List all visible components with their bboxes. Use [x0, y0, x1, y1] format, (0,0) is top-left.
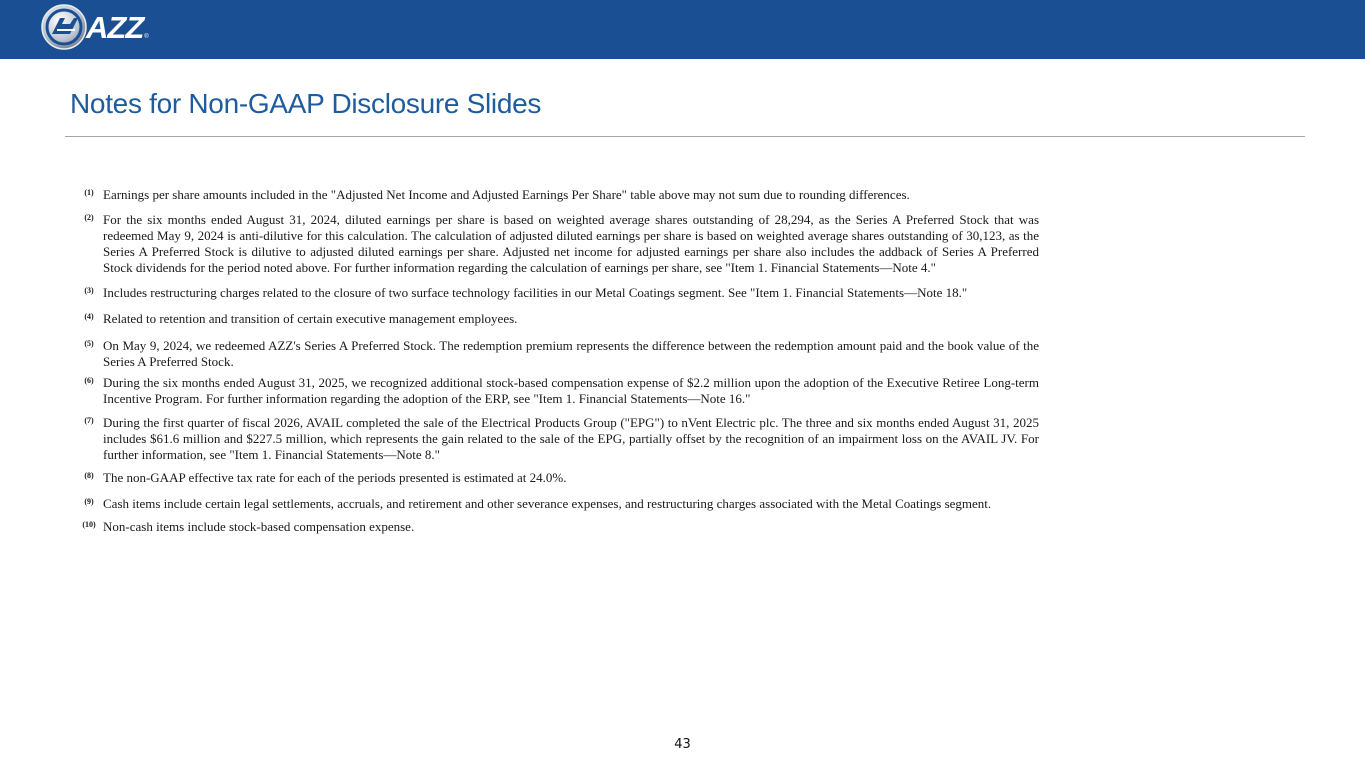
note-item: [75, 285, 1039, 301]
note-item: [75, 496, 1039, 512]
note-item: [75, 375, 1039, 407]
note-item: [75, 338, 1039, 370]
page-number: 43: [674, 737, 691, 752]
note-text: Non-cash items include stock-based compensation expense.: [103, 519, 415, 534]
note-number: (6): [84, 376, 94, 385]
title-divider: [65, 136, 1305, 137]
notes-list: [75, 187, 1039, 535]
logo-text: AZZ: [86, 9, 144, 45]
note-number: (9): [84, 497, 94, 506]
note-text: For the six months ended August 31, 2024, diluted earnings per share is based on weighted average shares outstanding of 28,294, as the Series A Preferred Stock that was redeemed May 9, 2024 is anti-dilutive for this calculation. The calculation of adjusted diluted earnings per share is based on weighted average shares outstanding of 30,123, as the Series A Preferred Stock is dilutive to adjusted diluted earnings per share. Adjusted net income for adjusted earnings per share also includes the addback of Series A Preferred Stock dividends for the period noted above. For further information regarding the calculation of earnings per share, see "Item 1. Financial Statements—Note 4.": [103, 212, 1039, 275]
note-item: [75, 519, 1039, 535]
note-number: (10): [82, 520, 96, 529]
note-number: (2): [84, 213, 94, 222]
note-number: (1): [84, 188, 94, 197]
note-text: Includes restructuring charges related to the closure of two surface technology facilities in our Metal Coatings segment. See "Item 1. Financial Statements—Note 18.": [103, 285, 968, 300]
page-title: Notes for Non-GAAP Disclosure Slides: [70, 88, 542, 119]
note-text: During the six months ended August 31, 2025, we recognized additional stock-based compensation expense of $2.2 million upon the adoption of the Executive Retiree Long-term Incentive Program. For further information regarding the adoption of the ERP, see "Item 1. Financial Statements—Note 16.": [103, 375, 1039, 406]
note-item: [75, 415, 1039, 463]
note-text: During the first quarter of fiscal 2026, AVAIL completed the sale of the Electrical Products Group ("EPG") to nVent Electric plc. The three and six months ended August 31, 2025 includes $61.6 million and $227.5 million, which represents the gain related to the sale of the EPG, partially offset by the recognition of an impairment loss on the AVAIL JV. For further information, see "Item 1. Financial Statements—Note 8.": [103, 415, 1039, 462]
note-text: Cash items include certain legal settlements, accruals, and retirement and other severance expenses, and restructuring charges associated with the Metal Coatings segment.: [103, 496, 992, 511]
logo-trademark: ®: [144, 34, 149, 40]
note-number: (7): [84, 416, 94, 425]
note-item: [75, 311, 1039, 327]
note-item: [75, 187, 1039, 203]
azz-logo-mark-icon: [40, 3, 88, 51]
note-number: (3): [84, 286, 94, 295]
note-number: (5): [84, 339, 94, 348]
note-item: [75, 470, 1039, 486]
note-number: (4): [84, 312, 94, 321]
note-text: Related to retention and transition of certain executive management employees.: [103, 311, 518, 326]
note-text: The non-GAAP effective tax rate for each of the periods presented is estimated at 24.0%.: [103, 470, 567, 485]
note-text: Earnings per share amounts included in the "Adjusted Net Income and Adjusted Earnings Per Share" table above may not sum due to rounding differences.: [103, 187, 910, 202]
azz-logo: [40, 2, 149, 52]
note-text: On May 9, 2024, we redeemed AZZ's Series A Preferred Stock. The redemption premium represents the difference between the redemption amount paid and the book value of the Series A Preferred Stock.: [103, 338, 1039, 369]
note-item: [75, 212, 1039, 276]
note-number: (8): [84, 471, 94, 480]
header-bar: [0, 0, 1365, 59]
